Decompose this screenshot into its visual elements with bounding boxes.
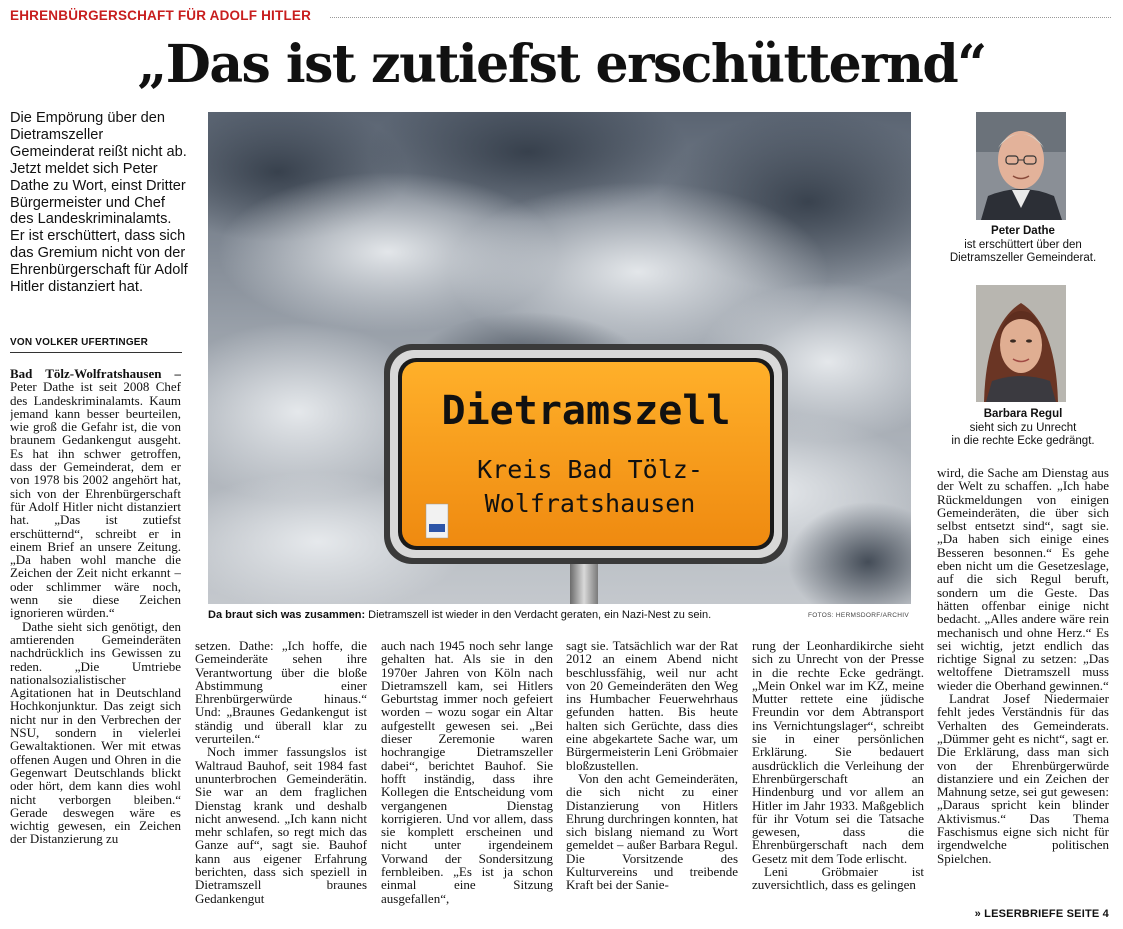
section-kicker: EHRENBÜRGERSCHAFT FÜR ADOLF HITLER [10,8,312,23]
main-photo [208,112,911,604]
article-paragraph: Noch immer fassungslos ist Waltraud Bauhof, seit 1984 fast ununterbrochen Gemeinderätin. Sie war an dem fraglichen Dienstag krank und deshalb nicht anwesend. „Ich kann nicht mehr schlafen, so regt mich das Ganze auf“, sagt sie. Bauhof kann aus eigener Erfahrung berichten, dass sich speziell in Dietramszell braunes Gedankengut [195,744,367,906]
portrait-caption-line: Dietramszeller Gemeinderat. [949,252,1097,264]
article-paragraph: rung der Leonhardikirche sieht sich zu Unrecht von der Presse in die rechte Ecke gedrängt. „Mein Onkel war im KZ, meine Mutter rettete eine jüdische Freundin vor dem Abtransport ins Vernichtungslager“, schreibt sie in einer persönlichen Erklärung. Sie bedauert ausdrücklich die Verleihung der Ehrenbürgerschaft an Hindenburg und vor allem an Hitler im Jahr 1933. Maßgeblich für ihr Votum sei die Tatsache gewesen, dass die Ehrenbürgerschaft nach dem Gesetz mit dem Tode erlischt. [752,639,924,866]
article-paragraph: setzen. Dathe: „Ich hoffe, die Gemeinderäte sehen ihre Verantwortung über die bloße Abstimmung einer Ehrenbürgerwürde hinaus.“ Und: „Braunes Gedankengut ist ständig und überall klar zu verurteilen.“ [195,639,367,747]
article-paragraph: Peter Dathe ist seit 2008 Chef des Landeskriminalamts. Kaum jemand kann besser beurteilen, wie groß die Gefahr ist, die von braunem Gedankengut ausgeht. Es hat ihn schwer getroffen, dass der Gemeinderat, dem er von 1978 bis 2002 angehört hat, sich von der Ehrenbürgerschaft für Adolf Hitler nicht distanziert hat. „Das ist zutiefst erschütternd“, schreibt er in einem Brief an unsere Zeitung. „Da haben wohl manche die Zeichen der Zeit nicht erkannt – oder schlimmer wäre noch, wenn sie diese Zeichen ignorieren würden.“ [10,379,181,621]
article-paragraph: wird, die Sache am Dienstag aus der Welt zu schaffen. „Ich habe Rückmeldungen von einigen Gemeinderäten, die über sich selbst entsetzt sind“, sagt sie. „Da haben sich einige eines Besseren besonnen.“ Es gehe eben nicht um die Gesetzeslage, auf die sich Regul beruft, sondern um die Geste. Das hätten offenbar einige nicht bedacht. „Alles andere wäre rein mechanisch und ohne Herz.“ Es sei wichtig, jetzt endlich das richtige Signal zu setzen: „Das weltoffene Dietramszell muss wieder die Oberhand gewinnen.“ [937,466,1109,693]
photo-caption [208,609,911,621]
caption-text: Dietramszell ist wieder in den Verdacht geraten, ein Nazi-Nest zu sein. [365,609,712,621]
portrait-caption-line: in die rechte Ecke gedrängt. [951,435,1095,447]
article-paragraph: Dathe sieht sich genötigt, den amtierenden Gemeinderäten nachdrücklich ins Gewissen zu reden. „Die Umtriebe nationalsozialistischer Agitationen hat in Deutschland Hochkonjunktur. Das zeigt sich nicht nur in den Verbrechen der NSU, sondern in vielerlei Gewaltaktionen. Wer mit etwas offenen Augen und Ohren in die Gegenwart Deutschlands blickt oder hört, dem kann dies wohl nicht verborgen bleiben.“ Gerade deswegen wäre es wichtig gewesen, ein Zeichen der Distanzierung zu [10,618,181,847]
kicker-divider [330,17,1111,18]
article-column-1 [10,367,181,922]
photo-credit: FOTOS: HERMSDORF/ARCHIV [807,612,909,619]
portrait-name: Peter Dathe [991,225,1055,237]
sign-district-line2: Wolfratshausen [484,489,696,518]
intro-text: Die Empörung über den Dietramszeller Gemeinderat reißt nicht ab. Jetzt meldet sich Peter Dathe zu Wort, einst Dritter Bürgermeister und Chef des Landeskriminalamts. Er ist erschüttert, dass sich das Gremium nicht von der Ehrenbürgerschaft für Adolf Hitler distanziert hat. [10,110,188,296]
dateline: Bad Tölz-Wolfratshausen – [10,367,181,381]
article-paragraph: auch nach 1945 noch sehr lange gehalten hat. Als sie in den 1970er Jahren von Köln nach Dietramszell kam, sei Hitlers Geburtstag immer noch gefeiert worden – wozu sogar ein Altar aufgestellt gewesen sei. „Bei dieser Zeremonie waren hochrangige Dietramszeller dabei“, berichtet Bauhof. Sie hofft inständig, dass ihre Kollegen die Entscheidung vom vergangenen Dienstag korrigieren. Und vor allem, dass sie komplett erscheinen und nicht unter irgendeinem Vorwand der Sondersitzung fernbleiben. „Es ist ja schon einmal eine Sitzung ausgefallen“, [381,639,553,906]
portrait-barbara-regul [976,285,1066,402]
byline: VON VOLKER UFERTINGER [10,337,182,353]
article-paragraph: Landrat Josef Niedermaier fehlt jedes Verständnis für das Verhalten des Gemeinderats. „Dümmer geht es nicht“, sagt er. Die Erklärung, dass man sich von der Ehrenbürgerwürde distanziere und ein Zeichen der Mahnung setze, sei gut gewesen: „Daraus spricht kein blinder Aktivismus.“ Das Thema Faschismus eigne sich nicht für irgendwelche politischen Spielchen. [937,691,1109,866]
article-column-3 [381,639,553,922]
portrait-caption-line: sieht sich zu Unrecht [969,421,1077,434]
portrait-peter-dathe [976,112,1066,220]
article-column-6 [937,466,1109,904]
article-paragraph: sagt sie. Tatsächlich war der Rat 2012 an einem Abend nicht beschlussfähig, weil nur acht von 20 Gemeinderäten den Weg ins Humbacher Feuerwehrhaus gefunden hatten. Bis heute halten sich Gerüchte, dass dies eine abgekartete Sache war, um Bürgermeisterin Leni Gröbmaier bloßzustellen. [566,639,738,773]
portrait-caption-dathe [925,225,1121,266]
sign-town-text: Dietramszell [441,388,731,434]
headline: „Das ist zutiefst erschütternd“ [137,34,986,95]
sign-district-line1: Kreis Bad Tölz- [477,455,703,484]
article-paragraph: Leni Gröbmaier ist zuversichtlich, dass es gelingen [752,864,924,893]
portrait-caption-line: ist erschüttert über den [964,238,1082,251]
caption-lead: Da braut sich was zusammen: [208,609,366,621]
article-column-4 [566,639,738,922]
article-paragraph: Von den acht Gemeinderäten, die sich nicht zu einer Distanzierung von Hitlers Ehrung durchringen konnten, hat sich bislang niemand zu Wort gemeldet – außer Barbara Regul. Die Vorsitzende des Kulturvereins und treibende Kraft bei der Sanie- [566,770,738,893]
continued-link[interactable]: » LESERBRIEFE SEITE 4 [974,908,1109,920]
portrait-name: Barbara Regul [983,408,1063,420]
portrait-caption-regul [925,408,1121,449]
article-column-5 [752,639,924,922]
article-column-2 [195,639,367,922]
